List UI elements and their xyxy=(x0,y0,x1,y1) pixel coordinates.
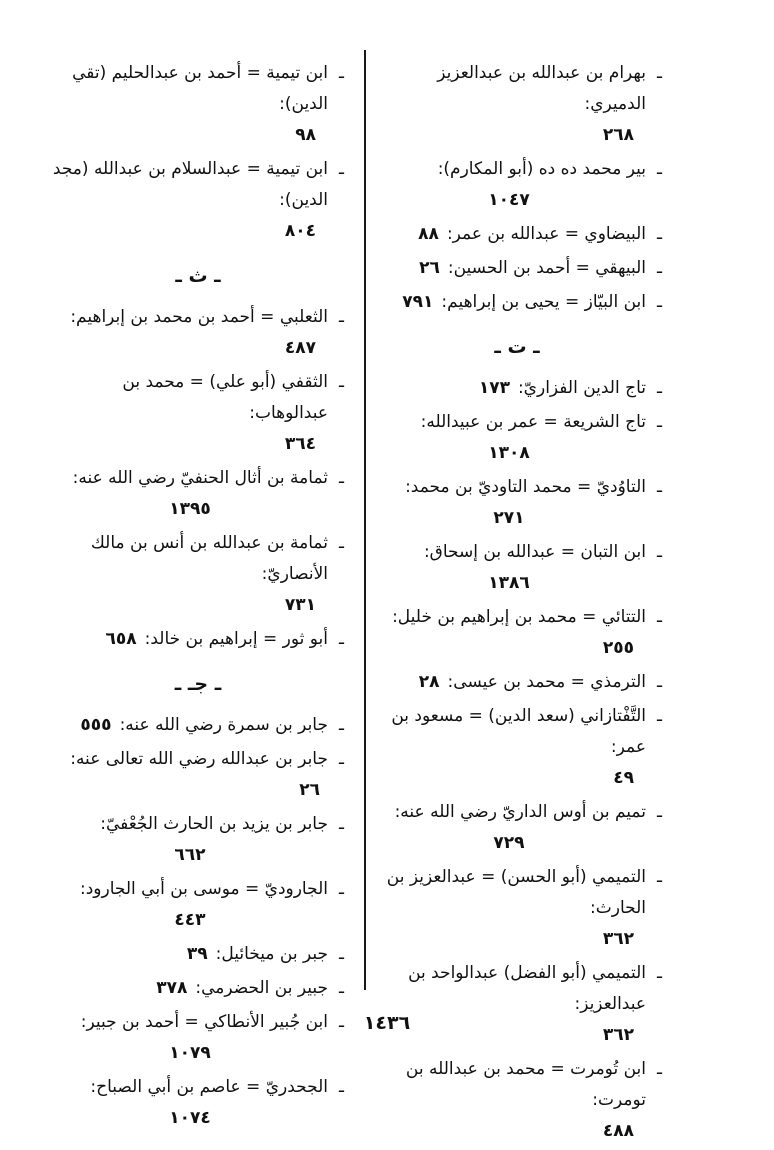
entry-page-ref: ١٣٩٥ xyxy=(169,499,211,519)
entry-page-ref: ٣٦٤ xyxy=(284,434,316,454)
index-column-right xyxy=(372,58,662,1150)
entry-page-ref: ٢٨ xyxy=(418,672,440,692)
entry-name: تاج الدين الفزاريّ: xyxy=(517,378,646,398)
section-letter-heading: ـ جـ ـ xyxy=(174,673,222,695)
entry-name: الجحدريّ = عاصم بن أبي الصباح: xyxy=(90,1077,328,1097)
index-entry: ـ جابر بن يزيد بن الحارث الجُعْفيّ: ٦٦٢ xyxy=(52,809,344,871)
index-entry: ـ ثمامة بن عبدالله بن أنس بن مالك الأنصاريّ: ٧٣١ xyxy=(52,528,344,621)
entry-page-ref: ٣٩ xyxy=(186,944,208,964)
entry-page-ref: ٢٧١ xyxy=(493,508,525,528)
entry-name: تاج الشريعة = عمر بن عبيدالله: xyxy=(420,412,646,432)
entry-page-ref: ٤٨٨ xyxy=(602,1121,634,1141)
index-entry: ـ الثقفي (أبو علي) = محمد بن عبدالوهاب: ٣٦٤ xyxy=(52,367,344,460)
index-entry: ـ ابن تُومرت = محمد بن عبدالله بن تومرت: ٤٨٨ xyxy=(372,1054,662,1147)
column-divider xyxy=(364,50,366,990)
entry-page-ref: ٦٥٨ xyxy=(105,629,137,649)
index-entry: ـ جبر بن ميخائيل:٣٩ xyxy=(52,939,344,970)
entry-name: ابن التبان = عبدالله بن إسحاق: xyxy=(423,542,646,562)
entry-name: التميمي (أبو الحسن) = عبدالعزيز بن الحارث: xyxy=(386,867,646,918)
entry-page-ref: ١٠٤٧ xyxy=(488,190,530,210)
entry-page-ref: ١٠٧٤ xyxy=(169,1108,211,1128)
entry-page-ref: ١٧٣ xyxy=(478,378,510,398)
index-entry: ـ ابن البيّاز = يحيى بن إبراهيم:٧٩١ xyxy=(372,287,662,318)
index-entry: ـ ابن تيمية = أحمد بن عبدالحليم (تقي الدين): ٩٨ xyxy=(52,58,344,151)
entry-name: البيضاوي = عبدالله بن عمر: xyxy=(446,224,646,244)
entry-page-ref: ٣٦٢ xyxy=(602,1025,634,1045)
index-entry: ـ تاج الدين الفزاريّ:١٧٣ xyxy=(372,373,662,404)
entry-name: الجاروديّ = موسى بن أبي الجارود: xyxy=(80,879,328,899)
index-entry: ـ التاوُديّ = محمد التاوديّ بن محمد: ٢٧١ xyxy=(372,472,662,534)
index-entry: ـ التتائي = محمد بن إبراهيم بن خليل: ٢٥٥ xyxy=(372,602,662,664)
entry-name: بهرام بن عبدالله بن عبدالعزيز الدميري: xyxy=(437,63,646,114)
entry-name: الثقفي (أبو علي) = محمد بن عبدالوهاب: xyxy=(122,372,328,423)
index-entry: ـ البيضاوي = عبدالله بن عمر:٨٨ xyxy=(372,219,662,250)
entry-name: تميم بن أوس الداريّ رضي الله عنه: xyxy=(394,802,646,822)
index-entry: ـ التَّفْتازاني (سعد الدين) = مسعود بن عمر: ٤٩ xyxy=(372,701,662,794)
entry-name: جبر بن ميخائيل: xyxy=(215,944,328,964)
index-entry: ـ جابر بن سمرة رضي الله عنه:٥٥٥ xyxy=(52,710,344,741)
page-number: ١٤٣٦ xyxy=(363,1012,411,1034)
entry-name: البيهقي = أحمد بن الحسين: xyxy=(447,258,646,278)
index-entry: ـ الجاروديّ = موسى بن أبي الجارود: ٤٤٣ xyxy=(52,874,344,936)
entry-page-ref: ٢٦ xyxy=(419,258,440,278)
index-entry: ـ تميم بن أوس الداريّ رضي الله عنه: ٧٢٩ xyxy=(372,797,662,859)
entry-page-ref: ٤٨٧ xyxy=(284,338,316,358)
entry-page-ref: ٣٦٢ xyxy=(602,929,634,949)
entry-page-ref: ١٣٠٨ xyxy=(488,443,530,463)
entry-name: جابر بن سمرة رضي الله عنه: xyxy=(119,715,328,735)
entry-name: الثعلبي = أحمد بن محمد بن إبراهيم: xyxy=(70,307,328,327)
index-entry: ـ أبو ثور = إبراهيم بن خالد:٦٥٨ xyxy=(52,624,344,655)
entry-name: بير محمد ده ده (أبو المكارم): xyxy=(437,159,646,179)
index-entry: ـ الجحدريّ = عاصم بن أبي الصباح: ١٠٧٤ xyxy=(52,1072,344,1134)
entry-page-ref: ١٠٧٩ xyxy=(169,1043,211,1063)
entry-name: ابن تيمية = عبدالسلام بن عبدالله (مجد الدين): xyxy=(52,159,328,210)
entry-name: التاوُديّ = محمد التاوديّ بن محمد: xyxy=(405,477,646,497)
entry-name: جابر بن عبدالله رضي الله تعالى عنه: xyxy=(70,749,328,769)
index-entry: ـ ابن تيمية = عبدالسلام بن عبدالله (مجد الدين): ٨٠٤ xyxy=(52,154,344,247)
entry-name: التَّفْتازاني (سعد الدين) = مسعود بن عمر: xyxy=(391,706,646,757)
index-entry: ـ جبير بن الحضرمي:٣٧٨ xyxy=(52,973,344,1004)
index-entry: ـ ثمامة بن أثال الحنفيّ رضي الله عنه: ١٣٩٥ xyxy=(52,463,344,525)
entry-page-ref: ٤٩ xyxy=(613,768,634,788)
entry-page-ref: ٤٤٣ xyxy=(174,910,206,930)
index-entry: ـ التميمي (أبو الحسن) = عبدالعزيز بن الحارث: ٣٦٢ xyxy=(372,862,662,955)
section-letter-heading: ـ ت ـ xyxy=(494,336,540,358)
entry-name: الترمذي = محمد بن عيسى: xyxy=(447,672,646,692)
entry-page-ref: ٧٣١ xyxy=(284,595,316,615)
index-entry: ـ البيهقي = أحمد بن الحسين:٢٦ xyxy=(372,253,662,284)
entry-name: ابن تيمية = أحمد بن عبدالحليم (تقي الدين): xyxy=(72,63,328,114)
index-entry: ـ الترمذي = محمد بن عيسى:٢٨ xyxy=(372,667,662,698)
entry-name: ثمامة بن أثال الحنفيّ رضي الله عنه: xyxy=(72,468,328,488)
index-column-left xyxy=(52,58,344,1137)
entry-page-ref: ٩٨ xyxy=(295,125,316,145)
index-entry: ـ ابن جُبير الأنطاكي = أحمد بن جبير: ١٠٧٩ xyxy=(52,1007,344,1069)
entry-page-ref: ٢٦ xyxy=(299,780,320,800)
index-entry: ـ بهرام بن عبدالله بن عبدالعزيز الدميري: ٢٦٨ xyxy=(372,58,662,151)
index-entry: ـ بير محمد ده ده (أبو المكارم): ١٠٤٧ xyxy=(372,154,662,216)
entry-page-ref: ١٣٨٦ xyxy=(488,573,530,593)
index-entry: ـ تاج الشريعة = عمر بن عبيدالله: ١٣٠٨ xyxy=(372,407,662,469)
entry-name: ثمامة بن عبدالله بن أنس بن مالك الأنصاريّ: xyxy=(90,533,328,584)
entry-page-ref: ٧٩١ xyxy=(402,292,434,312)
entry-page-ref: ٨٨ xyxy=(418,224,439,244)
entry-page-ref: ٣٧٨ xyxy=(156,978,188,998)
index-entry: ـ الثعلبي = أحمد بن محمد بن إبراهيم: ٤٨٧ xyxy=(52,302,344,364)
entry-page-ref: ٢٥٥ xyxy=(602,638,634,658)
entry-page-ref: ٢٦٨ xyxy=(602,125,634,145)
entry-page-ref: ٦٦٢ xyxy=(174,845,206,865)
index-entry: ـ ابن التبان = عبدالله بن إسحاق: ١٣٨٦ xyxy=(372,537,662,599)
entry-page-ref: ٧٢٩ xyxy=(493,833,525,853)
entry-name: ابن جُبير الأنطاكي = أحمد بن جبير: xyxy=(80,1012,328,1032)
entry-name: ابن تُومرت = محمد بن عبدالله بن تومرت: xyxy=(405,1059,646,1110)
entry-name: التتائي = محمد بن إبراهيم بن خليل: xyxy=(392,607,646,627)
entry-name: التميمي (أبو الفضل) عبدالواحد بن عبدالعزيز: xyxy=(408,963,646,1014)
entry-name: جبير بن الحضرمي: xyxy=(195,978,328,998)
entry-name: أبو ثور = إبراهيم بن خالد: xyxy=(144,629,328,649)
entry-name: جابر بن يزيد بن الحارث الجُعْفيّ: xyxy=(100,814,328,834)
entry-page-ref: ٨٠٤ xyxy=(284,221,316,241)
section-letter-heading: ـ ث ـ xyxy=(175,265,221,287)
index-entry: ـ جابر بن عبدالله رضي الله تعالى عنه:٢٦ xyxy=(52,744,344,806)
entry-page-ref: ٥٥٥ xyxy=(80,715,112,735)
entry-name: ابن البيّاز = يحيى بن إبراهيم: xyxy=(441,292,646,312)
index-entry: ـ التميمي (أبو الفضل) عبدالواحد بن عبدالعزيز: ٣٦٢ xyxy=(372,958,662,1051)
